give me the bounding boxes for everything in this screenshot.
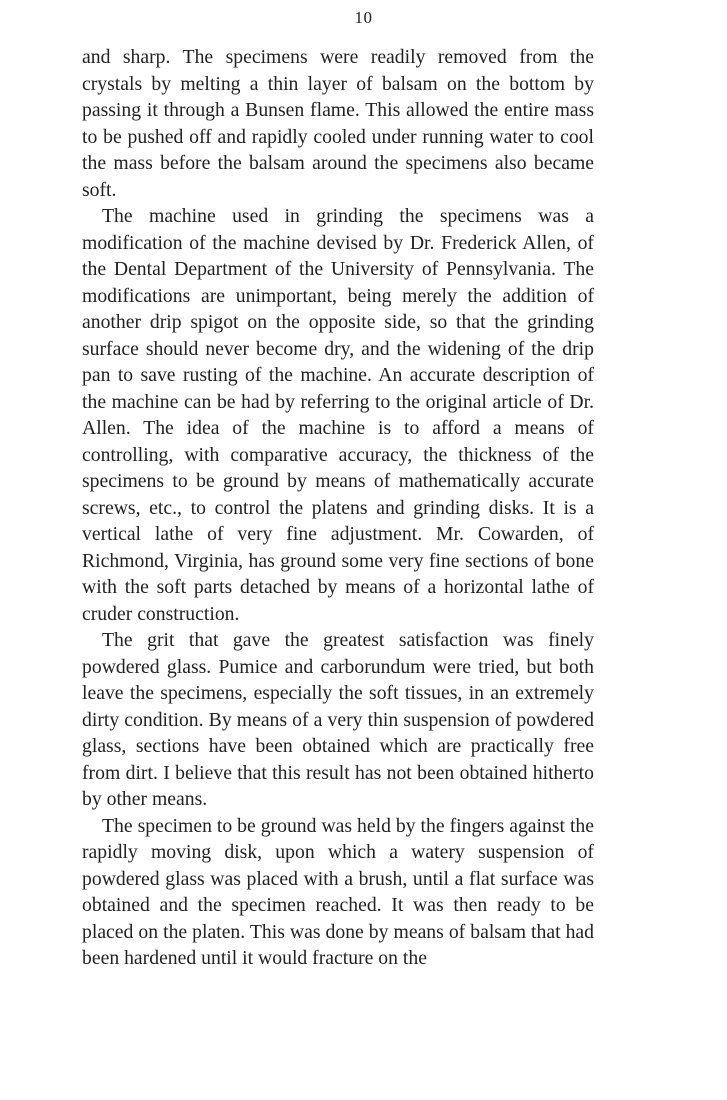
page-number: 10 bbox=[354, 8, 373, 27]
paragraph-3: The grit that gave the greatest satisfaction was finely powdered glass. Pumice and carborundum were tried, but both leave the specimens, especially the soft tissues, in an extremely dirty condition. By means of a very thin suspension of powdered glass, sections have been obtained which are practically free from dirt. I believe that this result has not been obtained hitherto by other means. bbox=[82, 629, 594, 810]
body-text bbox=[82, 44, 594, 972]
paragraph-1: and sharp. The specimens were readily removed from the crystals by melting a thin layer of balsam on the bottom by passing it through a Bunsen flame. This allowed the entire mass to be pushed off and rapidly cooled under running water to cool the mass before the balsam around the specimens also became soft. bbox=[82, 46, 594, 201]
paragraph-4: The specimen to be ground was held by the fingers against the rapidly moving disk, upon which a watery suspension of powdered glass was placed with a brush, until a flat surface was obtained and the specimen reached. It was then ready to be placed on the platen. This was done by means of balsam that had been hardened until it would fracture on the bbox=[82, 814, 594, 969]
paragraph-2: The machine used in grinding the specimens was a modification of the machine devised by Dr. Frederick Allen, of the Dental Department of the University of Pennsylvania. The modifications are unimportant, being merely the addition of another drip spigot on the opposite side, so that the grinding surface should never become dry, and the widening of the drip pan to save rusting of the machine. An accurate description of the machine can be had by referring to the original article of Dr. Allen. The idea of the machine is to afford a means of controlling, with comparative accuracy, the thickness of the specimens to be ground by means of mathematically accurate screws, etc., to control the platens and grinding disks. It is a vertical lathe of very fine adjustment. Mr. Cowarden, of Richmond, Virginia, has ground some very fine sections of bone with the soft parts detached by means of a horizontal lathe of cruder construction. bbox=[82, 205, 594, 625]
